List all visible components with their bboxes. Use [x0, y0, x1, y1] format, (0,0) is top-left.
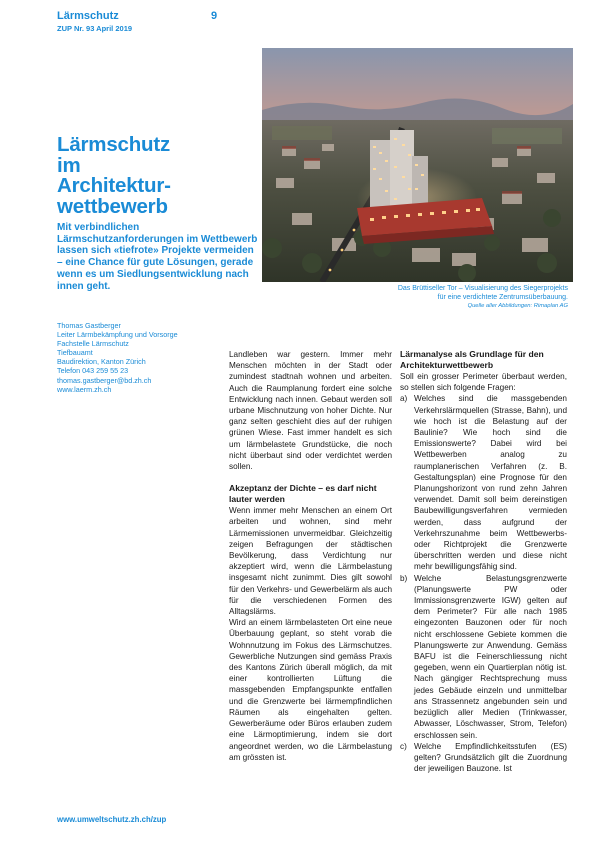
caption-line-2: für eine verdichtete Zentrumsüberbauung.: [437, 294, 568, 301]
issue-label: ZUP Nr. 93 April 2019: [57, 24, 133, 33]
list-item-label: b): [400, 573, 408, 583]
list-item: [400, 573, 567, 741]
list-item-text: Welche Belastungsgrenzwerte (Planungswerte PW oder Immissionsgrenzwerte IGW) gelten auf dem Perimeter? Für alle nach 1985 eingezonten Bauzonen oder für noch nicht erschlossene Gebiete kommen die Planungswerte zur Anwendung. Gemäss BAFU ist die Feinerschliessung nicht gegeben, wenn ein Quartierplan nötig ist. Nach gängiger Rechtsprechung muss jedes Gebäude einzeln und unmittelbar ans Strassennetz angebunden sein und bezüglich aller Medien (Trinkwasser, Abwasser, Löschwasser, Strom, Telefon) erschlossen sein.: [414, 573, 567, 740]
list-item-label: c): [400, 741, 407, 751]
article-title: [57, 135, 257, 217]
section-title: Lärmschutz: [57, 10, 119, 22]
author-dept: Fachstelle Lärmschutz: [57, 339, 129, 349]
author-office: Tiefbauamt: [57, 348, 93, 358]
title-line-3: Architektur-: [57, 174, 171, 197]
text-column-2: [400, 349, 567, 774]
photo-caption: [300, 284, 568, 311]
author-email[interactable]: thomas.gastberger@bd.zh.ch: [57, 375, 152, 385]
paragraph: Wird an einem lärmbelasteten Ort eine neue Überbauung geplant, so steht vorab die Wohnnutzung im Fokus des Lärmschutzes. Gewerbliche Nutzungen sind gemäss Praxis des Kantons Zürich überall möglich, da mit einer kontrollierten Lüftung die massgebenden Empfangspunkte entfallen und die Grenzwerte bei lärmempfindlichen Räumen als eingehalten gelten. Gewerberäume oder Büros erlauben zudem eine Lärmoptimierung, indem sie dort angeordnet werden, wo die Lärmbelastung am grössten ist.: [229, 618, 392, 762]
paragraph: Wenn immer mehr Menschen an einem Ort arbeiten und wohnen, sind mehr Lärmemissionen unvermeidbar. Gleichzeitig zeigen Befragungen der städtischen Bevölkerung, dass Verdichtung nur akzeptiert wird, wenn die Lärmbelastung insgesamt nicht zunimmt. Dies gilt sowohl für den Verkehrs- und Gewerbelärm als auch für die verschiedenen Formen des Alltagslärms.: [229, 506, 392, 617]
section-heading: Akzeptanz der Dichte – es darf nicht lauter werden: [229, 483, 377, 505]
list-item-text: Welche Empfindlichkeitsstufen (ES) gelten? Grundsätzlich gilt die Zuordnung der jeweiligen Bauzone. Ist: [414, 741, 567, 774]
author-name: Thomas Gastberger: [57, 321, 121, 330]
author-role: Leiter Lärmbekämpfung und Vorsorge: [57, 330, 178, 340]
article-photo: [262, 48, 573, 282]
title-line-4: wettbewerb: [57, 194, 168, 218]
caption-line-1: Das Brüttiseller Tor – Visualisierung des Siegerprojekts: [397, 285, 568, 292]
photo-source: Quelle aller Abbildungen: Rimaplan AG: [467, 303, 568, 309]
paragraph: Soll ein grosser Perimeter überbaut werden, so stellen sich folgende Fragen:: [400, 372, 567, 393]
title-line-2: im: [57, 153, 81, 177]
list-item-text: Welches sind die massgebenden Verkehrslärmquellen (Strasse, Bahn), und wie hoch ist die Belastung auf der Baulinie? Wie hoch sind die Emissionswerte? Dabei wird bei Wettbewerben analog zu raumplanerischen Verfahren (z. B. Gestaltungsplan) eine Prognose für den Planungshorizont von rund zehn Jahren verwendet. Damit soll beim dereinstigen Baubewilligungsverfahren vermieden werden, dass aufgrund der Verkehrszunahme beim Wettbewerbs- oder Richtprojekt die Grenzwerte überschritten werden und diese nicht mehr bewilligungsfähig sind.: [414, 394, 567, 572]
author-agency: Baudirektion, Kanton Zürich: [57, 357, 146, 367]
list-item: [400, 393, 567, 572]
article-lead: Mit verbindlichen Lärmschutzanforderungen im Wettbewerb lassen sich «tiefrote» Projekte vermeiden – eine Chance für gute Lösungen, gerade wenn es um Siedlungsentwicklung nach innen geht.: [57, 222, 258, 292]
list-item: [400, 741, 567, 775]
footer-url[interactable]: www.umweltschutz.zh.ch/zup: [57, 815, 167, 824]
author-block: [57, 321, 257, 394]
author-phone: Telefon 043 259 55 23: [57, 366, 129, 376]
question-list: [400, 393, 567, 774]
text-column-1: [229, 349, 392, 763]
section-heading: Lärmanalyse als Grundlage für den Architekturwettbewerb: [400, 349, 544, 370]
paragraph: Landleben war gestern. Immer mehr Menschen möchten in der Stadt oder zumindest stadtnah wohnen und arbeiten. Auch die Raumplanung fordert eine solche Entwicklung nach innen. Gebaut werden soll urbane Mischnutzung von hoher Dichte. Nur ganz selten geschieht dies auf der ruhigen grünen Wiese. Fast immer handelt es sich um lärmbelastete Grundstücke, die noch nicht überbaut sind oder verdichtet werden sollen.: [229, 350, 392, 472]
list-item-label: a): [400, 394, 408, 404]
author-web[interactable]: www.laerm.zh.ch: [57, 384, 112, 394]
page-number: 9: [211, 10, 218, 22]
title-line-1: Lärmschutz: [57, 133, 171, 156]
